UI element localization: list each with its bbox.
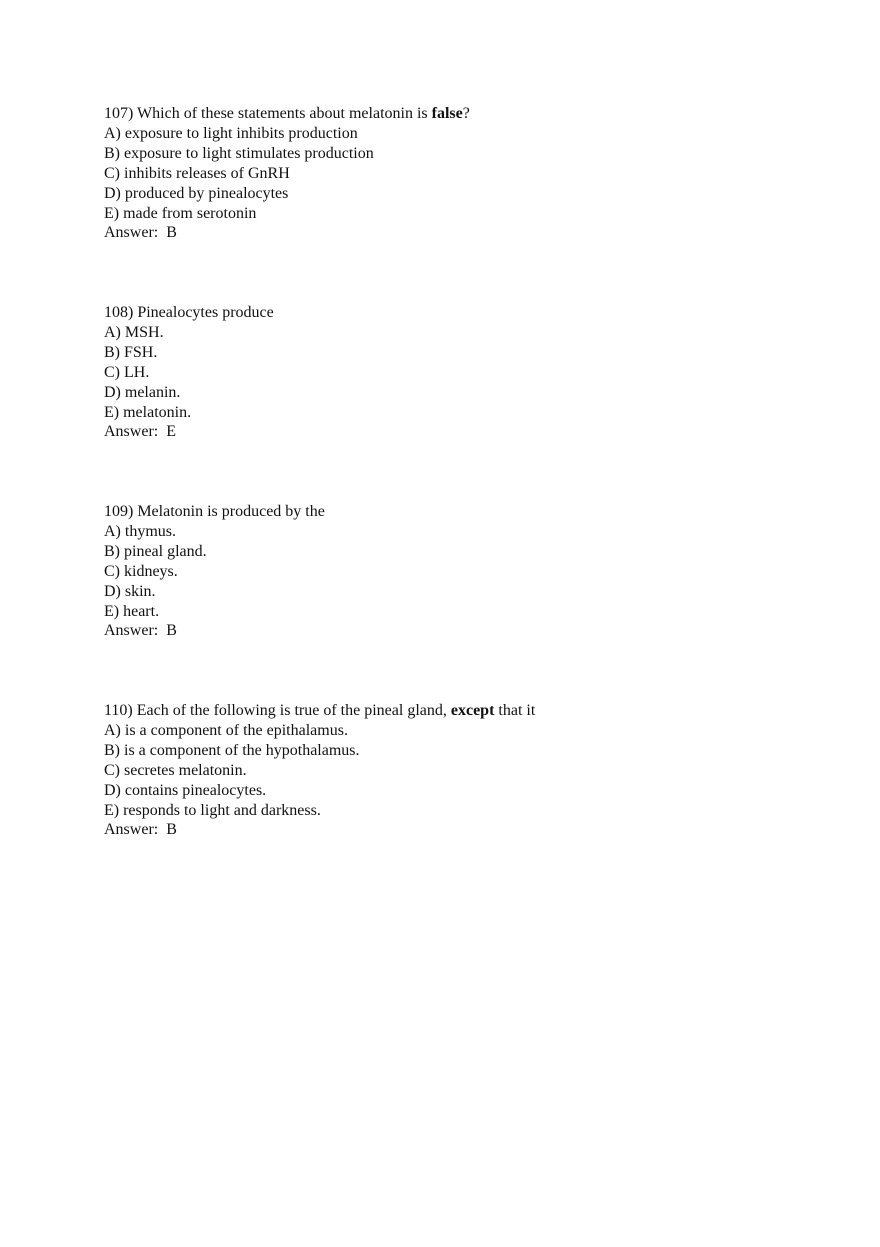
prompt-text: 109) Melatonin is produced by the <box>104 503 325 520</box>
prompt-emphasis: except <box>450 702 495 719</box>
answer-option: C) inhibits releases of GnRH <box>104 164 290 182</box>
question-block <box>104 303 535 502</box>
answer-option: A) exposure to light inhibits production <box>104 124 358 142</box>
answer-option: E) responds to light and darkness. <box>104 801 321 819</box>
answer-option: C) LH. <box>104 363 150 381</box>
question-block <box>104 502 535 701</box>
option-list <box>104 323 535 423</box>
answer-option: B) exposure to light stimulates production <box>104 144 374 162</box>
answer-option: D) melanin. <box>104 383 181 401</box>
answer-option: C) kidneys. <box>104 562 178 580</box>
answer-option: D) produced by pinealocytes <box>104 184 289 202</box>
answer-option: A) thymus. <box>104 522 176 540</box>
option-list <box>104 721 535 821</box>
answer-option: B) FSH. <box>104 343 158 361</box>
answer-line: Answer: B <box>104 622 177 640</box>
answer-line: Answer: B <box>104 224 177 242</box>
prompt-emphasis: false <box>431 105 463 122</box>
prompt-text-end: that it <box>494 702 536 719</box>
answer-option: B) pineal gland. <box>104 542 207 560</box>
prompt-text: 108) Pinealocytes produce <box>104 304 274 321</box>
answer-option: A) is a component of the epithalamus. <box>104 721 348 739</box>
answer-line: Answer: B <box>104 821 177 839</box>
question-prompt <box>104 303 535 323</box>
question-prompt <box>104 502 535 522</box>
question-prompt <box>104 701 535 721</box>
question-block <box>104 104 535 303</box>
answer-option: A) MSH. <box>104 323 164 341</box>
prompt-text: 110) Each of the following is true of the pineal gland, <box>104 702 451 719</box>
answer-line: Answer: E <box>104 423 176 441</box>
prompt-text: 107) Which of these statements about melatonin is <box>104 105 432 122</box>
answer-option: C) secretes melatonin. <box>104 761 247 779</box>
option-list <box>104 522 535 622</box>
answer-option: E) melatonin. <box>104 403 192 421</box>
answer-option: D) skin. <box>104 582 156 600</box>
question-prompt <box>104 104 535 124</box>
answer-option: B) is a component of the hypothalamus. <box>104 741 360 759</box>
answer-option: E) made from serotonin <box>104 204 257 222</box>
answer-option: D) contains pinealocytes. <box>104 781 267 799</box>
question-block <box>104 701 535 900</box>
option-list <box>104 124 535 224</box>
document-page <box>104 104 535 900</box>
prompt-text-end: ? <box>462 105 470 122</box>
answer-option: E) heart. <box>104 602 160 620</box>
